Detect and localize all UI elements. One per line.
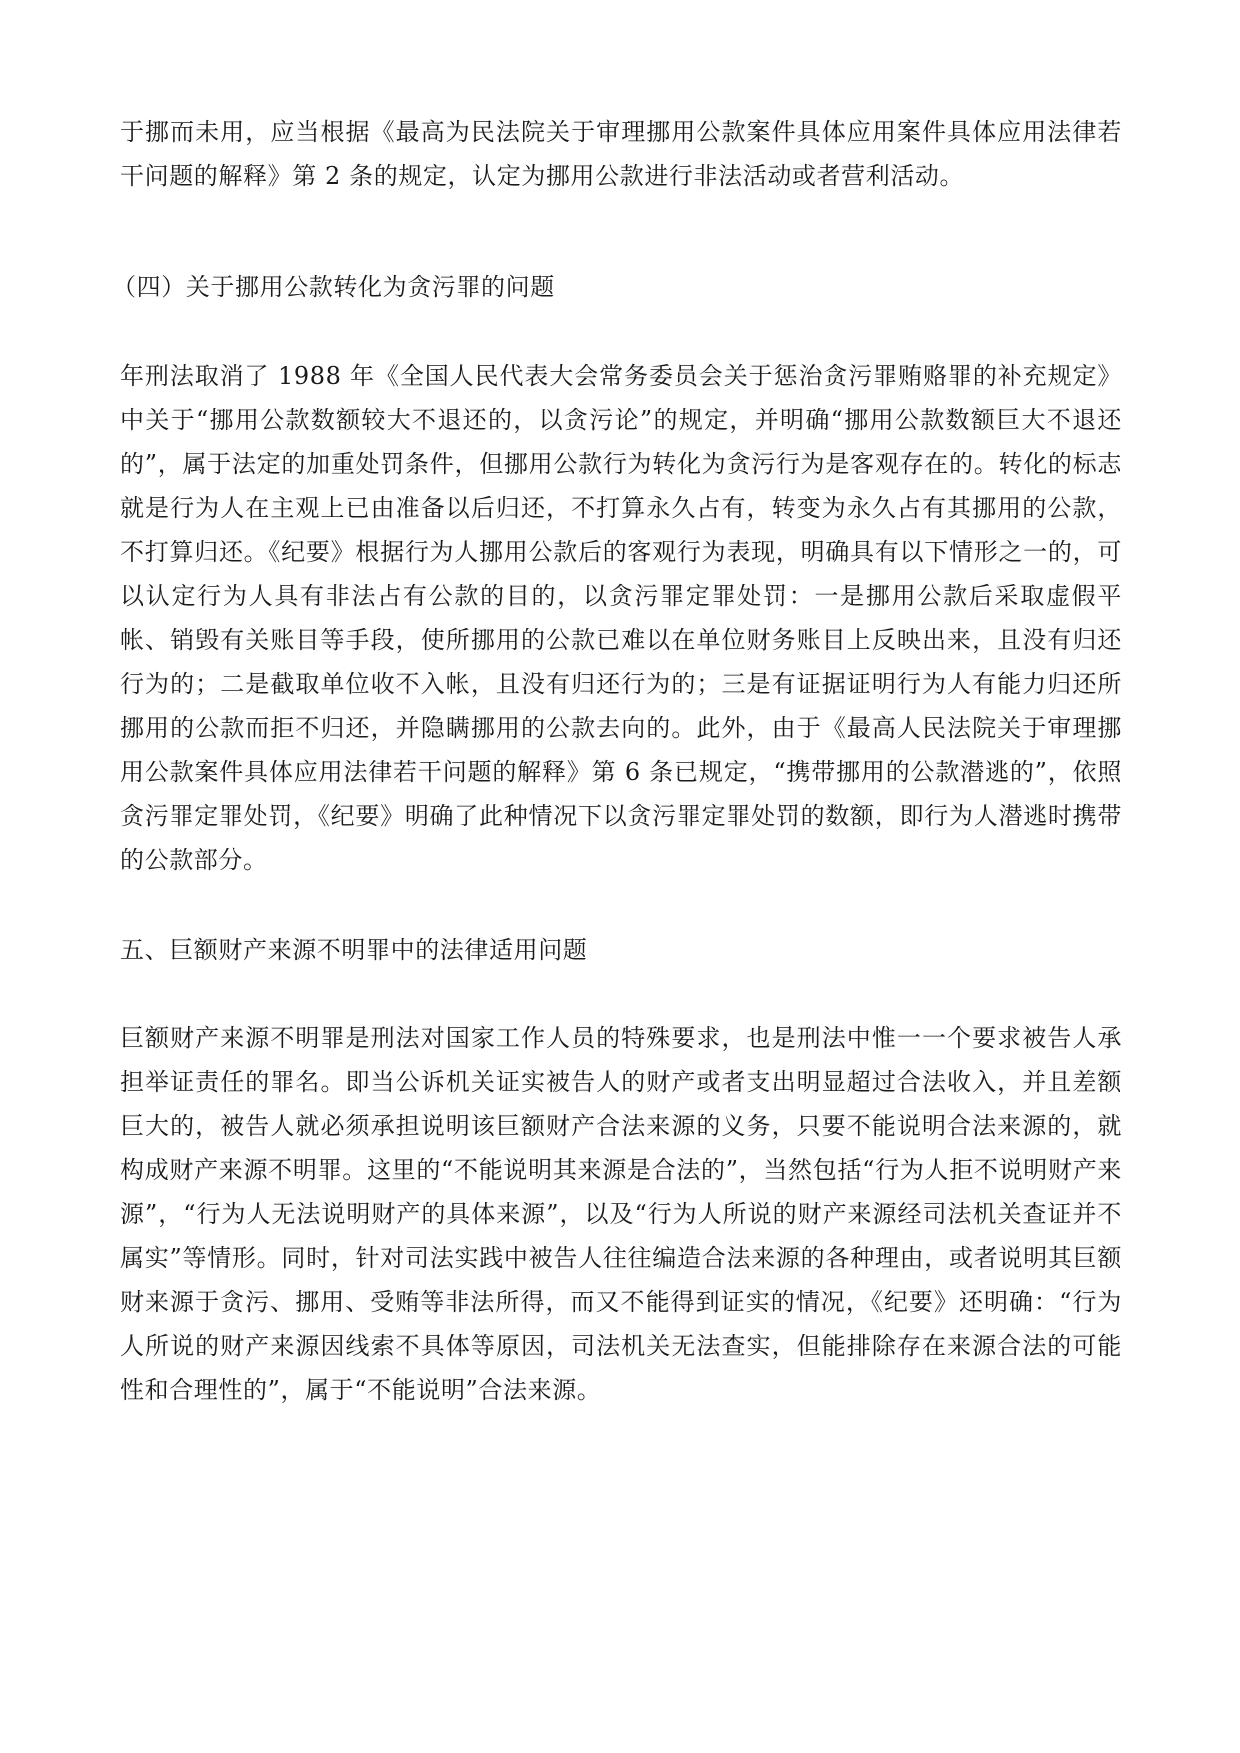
- paragraph-unexplained-property: 巨额财产来源不明罪是刑法对国家工作人员的特殊要求，也是刑法中惟一一个要求被告人承担举证责任的罪名。即当公诉机关证实被告人的财产或者支出明显超过合法收入，并且差额巨大的，被告人就必须承担说明该巨额财产合法来源的义务，只要不能说明合法来源的，就构成财产来源不明罪。这里的“不能说明其来源是合法的”，当然包括“行为人拒不说明财产来源”，“行为人无法说明财产的具体来源”，以及“行为人所说的财产来源经司法机关查证并不属实”等情形。同时，针对司法实践中被告人往往编造合法来源的各种理由，或者说明其巨额财来源于贪污、挪用、受贿等非法所得，而又不能得到证实的情况，《纪要》还明确：“行为人所说的财产来源因线索不具体等原因，司法机关无法查实，但能排除存在来源合法的可能性和合理性的”，属于“不能说明”合法来源。: [120, 1024, 1122, 1404]
- section-heading-4: （四）关于挪用公款转化为贪污罪的问题: [112, 273, 555, 301]
- paragraph-continued: 于挪而未用，应当根据《最高为民法院关于审理挪用公款案件具体应用案件具体应用法律若干问题的解释》第 2 条的规定，认定为挪用公款进行非法活动或者营利活动。: [120, 118, 1122, 190]
- section-heading-5: 五、巨额财产来源不明罪中的法律适用问题: [120, 936, 588, 964]
- paragraph-embezzlement-conversion: 年刑法取消了 1988 年《全国人民代表大会常务委员会关于惩治贪污罪贿赂罪的补充规定》中关于“挪用公款数额较大不退还的，以贪污论”的规定，并明确“挪用公款数额巨大不退还的”，属于法定的加重处罚条件，但挪用公款行为转化为贪污行为是客观存在的。转化的标志就是行为人在主观上已由准备以后归还，不打算永久占有，转变为永久占有其挪用的公款，不打算归还。《纪要》根据行为人挪用公款后的客观行为表现，明确具有以下情形之一的，可以认定行为人具有非法占有公款的目的，以贪污罪定罪处罚：一是挪用公款后采取虚假平帐、销毁有关账目等手段，使所挪用的公款已难以在单位财务账目上反映出来，且没有归还行为的；二是截取单位收不入帐，且没有归还行为的；三是有证据证明行为人有能力归还所挪用的公款而拒不归还，并隐瞒挪用的公款去向的。此外，由于《最高人民法院关于审理挪用公款案件具体应用法律若干问题的解释》第 6 条已规定，“携带挪用的公款潜逃的”，依照贪污罪定罪处罚，《纪要》明确了此种情况下以贪污罪定罪处罚的数额，即行为人潜逃时携带的公款部分。: [120, 362, 1122, 874]
